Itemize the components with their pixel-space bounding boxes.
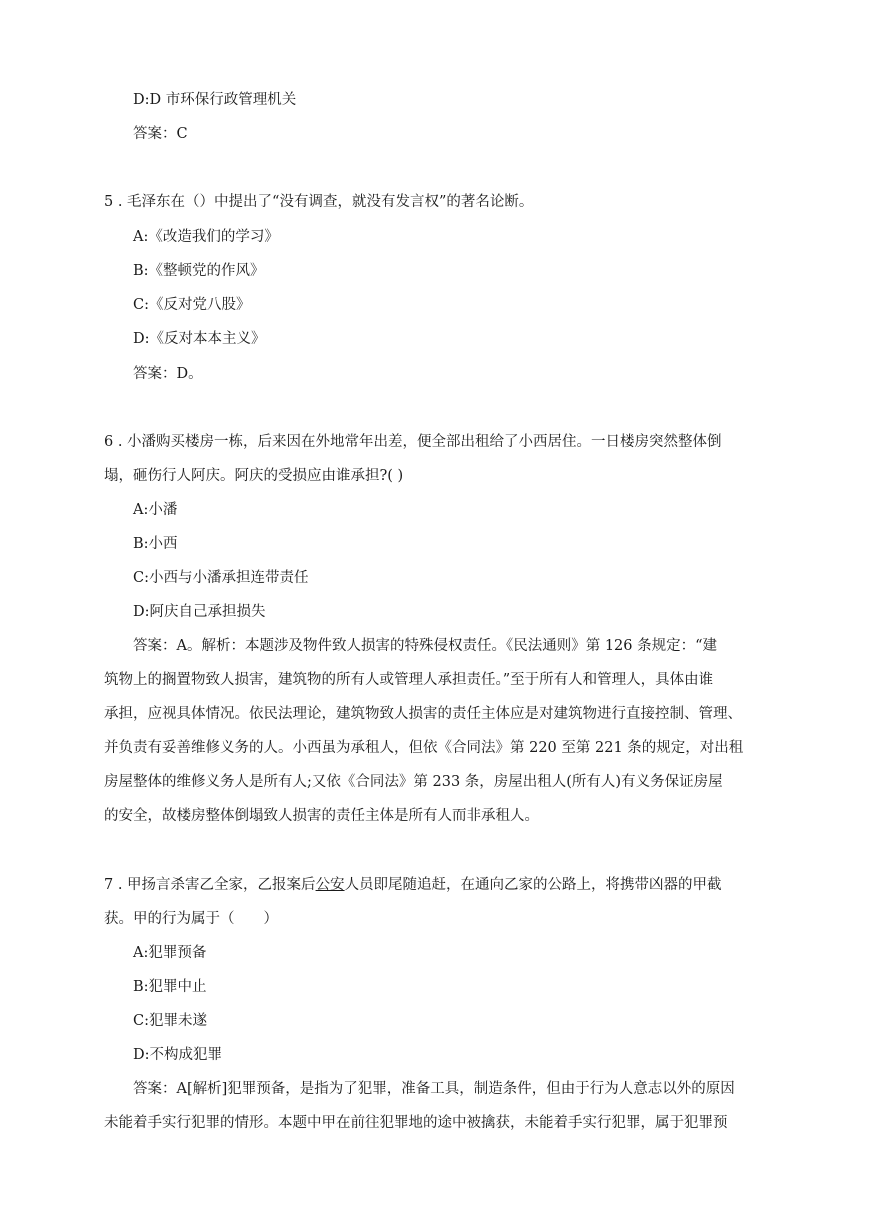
q7-answer-line2: 未能着手实行犯罪的情形。本题中甲在前往犯罪地的途中被擒获，未能着手实行犯罪，属于犯罪预 [104, 1115, 728, 1131]
q6-answer-line4: 并负责有妥善维修义务的人。小西虽为承租人，但依《合同法》第 220 至第 221 条的规定，对出租 [104, 740, 744, 756]
q6-option-a: A:小潘 [133, 502, 178, 518]
q7-stem-link-gongan[interactable]: 公安 [315, 877, 345, 893]
q6-answer-line3: 承担，应视具体情况。依民法理论，建筑物致人损害的责任主体应是对建筑物进行直接控制、管理、 [104, 706, 742, 722]
q6-stem-line2: 塌，砸伤行人阿庆。阿庆的受损应由谁承担?( ) [104, 468, 404, 484]
q5-stem: 5 . 毛泽东在（）中提出了“没有调查，就没有发言权”的著名论断。 [104, 194, 534, 210]
q6-answer-line2: 筑物上的搁置物致人损害，建筑物的所有人或管理人承担责任。”至于所有人和管理人，具体由谁 [104, 672, 714, 688]
q4-option-d: D:D 市环保行政管理机关 [133, 92, 297, 108]
q5-option-c: C:《反对党八股》 [133, 297, 251, 313]
q6-answer-line5: 房屋整体的维修义务人是所有人;又依《合同法》第 233 条，房屋出租人(所有人)有义务保证房屋 [104, 774, 723, 790]
q7-stem-line1 [104, 875, 722, 895]
q7-stem-post: 人员即尾随追赶，在通向乙家的公路上，将携带凶器的甲截 [344, 877, 722, 893]
q6-option-d: D:阿庆自己承担损失 [133, 604, 266, 620]
q5-answer: 答案：D。 [133, 366, 203, 382]
q6-answer-line6: 的安全，故楼房整体倒塌致人损害的责任主体是所有人而非承租人。 [104, 808, 539, 824]
q7-option-a: A:犯罪预备 [133, 945, 207, 961]
q5-option-b: B:《整顿党的作风》 [133, 263, 265, 279]
q7-option-b: B:犯罪中止 [133, 979, 207, 995]
q7-option-c: C:犯罪未遂 [133, 1013, 207, 1029]
q6-answer-line1: 答案：A。解析：本题涉及物件致人损害的特殊侵权责任。《民法通则》第 126 条规定：“建 [133, 638, 718, 654]
q7-answer-line1: 答案：A[解析]犯罪预备，是指为了犯罪，准备工具，制造条件，但由于行为人意志以外的原因 [133, 1081, 735, 1097]
q5-option-d: D:《反对本本主义》 [133, 331, 266, 347]
q6-option-b: B:小西 [133, 536, 178, 552]
q4-answer: 答案：C [133, 126, 188, 142]
q6-stem-line1: 6 . 小潘购买楼房一栋，后来因在外地常年出差，便全部出租给了小西居住。一日楼房突然整体倒 [104, 434, 722, 450]
q6-option-c: C:小西与小潘承担连带责任 [133, 570, 309, 586]
q7-stem-line2: 获。甲的行为属于（ ） [104, 911, 278, 927]
q7-stem-pre: 7 . 甲扬言杀害乙全家，乙报案后 [104, 877, 316, 893]
q7-option-d: D:不构成犯罪 [133, 1047, 223, 1063]
q5-option-a: A:《改造我们的学习》 [133, 229, 279, 245]
